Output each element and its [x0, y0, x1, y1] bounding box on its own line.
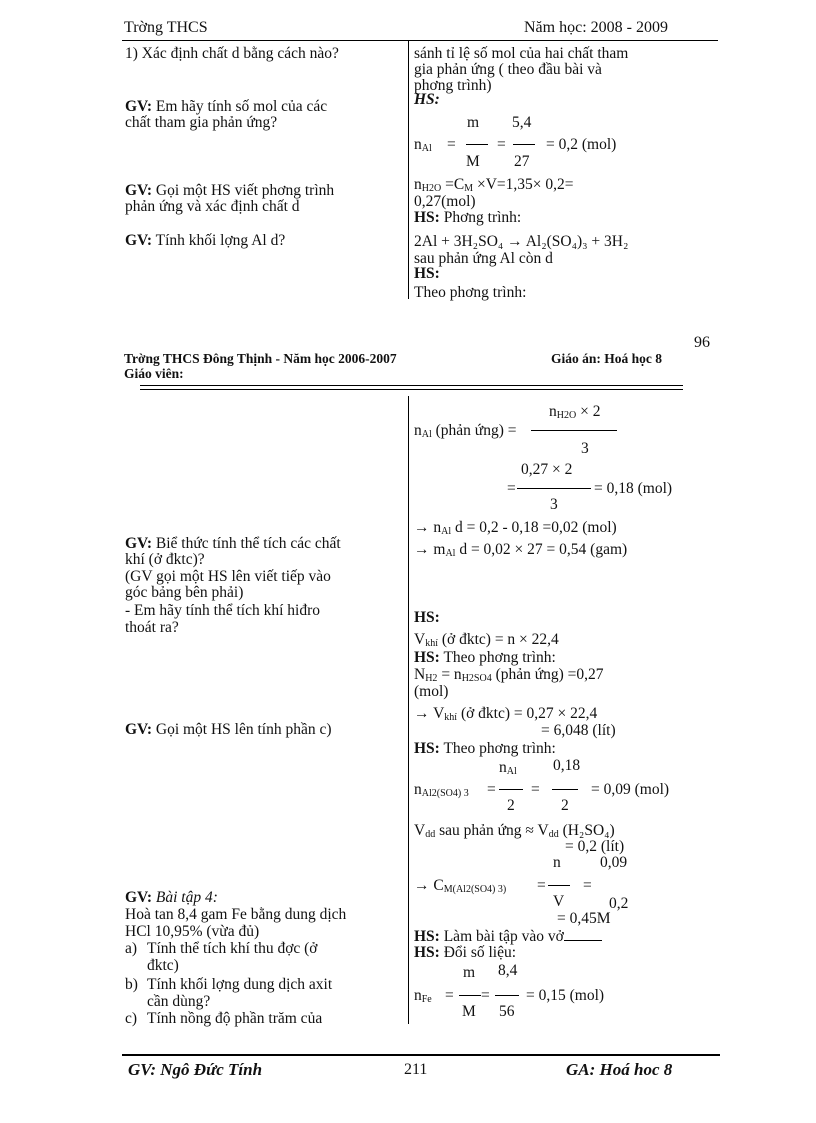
f5-eq2: =	[481, 987, 490, 1004]
page2-gv1-line5: - Em hãy tính thể tích khí hiđro	[125, 602, 321, 619]
gv-label: GV:	[125, 98, 152, 115]
vkhi2-text: (ở đktc) = 0,27 × 22,4	[457, 705, 598, 722]
al-sub: Al	[441, 526, 452, 537]
page1-hs-2	[414, 210, 521, 225]
footer-right: GA: Hoá hoc 8	[566, 1060, 673, 1079]
task-c-line1: Tính nồng độ phần trăm của	[147, 1010, 323, 1027]
lhs-text: (phản ứng) =	[431, 422, 517, 439]
f4-lhs	[414, 878, 506, 893]
mol-unit: (mol)	[414, 683, 449, 700]
al-sub: Al	[421, 143, 432, 154]
task-a-line1: Tính thể tích khí thu đợc (ở	[147, 940, 318, 957]
f5-result: = 0,15 (mol)	[526, 987, 605, 1004]
f4-num2: 0,09	[600, 854, 628, 871]
v-khi-formula	[414, 632, 559, 647]
page1-gv1	[125, 99, 327, 114]
n-text: N	[414, 666, 426, 683]
task-b-line2: cần dùng?	[147, 993, 211, 1010]
f3-lhs	[414, 782, 469, 797]
hs-label: HS:	[414, 928, 440, 945]
n-text: n	[414, 136, 422, 153]
page2-gv1-line2: khí (ở đktc)?	[125, 551, 205, 568]
f4-result: = 0,45M	[557, 910, 611, 927]
footer-page-number: 211	[404, 1061, 428, 1078]
v-khi-calc	[414, 706, 597, 721]
v-text: V	[414, 822, 426, 839]
page2-gv1-line3: (GV gọi một HS lên viết tiếp vào	[125, 568, 331, 585]
blank-line	[564, 930, 602, 941]
f4-eq: =	[537, 877, 546, 894]
page2-header-rule-1	[140, 385, 683, 386]
page1-right-line1: sánh tỉ lệ số mol của hai chất tham	[414, 45, 629, 62]
al-sub: Al	[506, 766, 517, 777]
n-text: n	[414, 781, 422, 798]
h2so4-sub: H2SO4	[461, 673, 492, 684]
f1-lhs	[414, 423, 516, 438]
page1-hs-3: HS:	[414, 265, 440, 282]
f2-result: = 0,18 (mol)	[594, 480, 673, 497]
f3-num2: 0,18	[553, 757, 581, 774]
page2-hs-2	[414, 650, 556, 665]
f5-den1: M	[462, 1003, 476, 1020]
page1-header-left: Trờng THCS	[124, 19, 208, 36]
page2-hs-5	[414, 945, 516, 960]
frac-den-M: M	[466, 153, 480, 170]
page2-header-sub: Giáo viên:	[124, 366, 184, 381]
task-line-1: Hoà tan 8,4 gam Fe bằng dung dịch	[125, 906, 347, 923]
footer-rule	[122, 1054, 720, 1056]
calc-text: ×V=1,35× 0,2=	[473, 176, 574, 193]
arrow-v: → V	[414, 705, 445, 722]
page1-page-number: 96	[694, 334, 710, 351]
fraction-bar	[517, 488, 591, 489]
n-h2o-result: 0,27(mol)	[414, 193, 476, 210]
n-text: n	[549, 403, 557, 420]
f4-den2: 0,2	[609, 895, 629, 912]
khi-sub: khí	[444, 712, 458, 723]
hs-label: HS:	[414, 740, 440, 757]
exercise-title: Bài tập 4:	[152, 889, 218, 906]
fraction-bar	[495, 995, 519, 996]
vdd-text: sau phản ứng ≈ V	[435, 822, 549, 839]
hs-text: Theo phơng trình:	[439, 740, 556, 757]
page2-hs-1: HS:	[414, 609, 440, 626]
f1-numerator	[549, 404, 600, 419]
gv-label: GV:	[125, 232, 152, 249]
hs-text: Đổi số liệu:	[439, 944, 517, 961]
v-dd-line	[414, 823, 615, 838]
f5-num1: m	[463, 964, 476, 981]
hs-text: Phơng trình:	[439, 209, 522, 226]
task-a-line2: đktc)	[147, 957, 179, 974]
page1-hs-label-1: HS:	[414, 91, 440, 108]
n-text: n	[414, 176, 422, 193]
gv3-text: Tính khối lợng Al d?	[152, 232, 286, 249]
gv-text: Gọi một HS lên tính phần c)	[152, 721, 332, 738]
dd-sub: dd	[548, 829, 559, 840]
f4-den1: V	[553, 893, 565, 910]
page1-gv3	[125, 233, 285, 248]
h2-sub: H2	[425, 673, 438, 684]
page1-column-divider	[408, 41, 409, 299]
frac-num-5-4: 5,4	[512, 114, 532, 131]
f2-denominator: 3	[550, 496, 558, 513]
v-text: V	[414, 631, 426, 648]
page2-hs-3	[414, 741, 556, 756]
vkhi-text: (ở đktc) = n × 22,4	[437, 631, 559, 648]
f3-num1	[499, 760, 517, 775]
al2so43-sub: Al2(SO4) 3	[421, 788, 469, 799]
n-text: n	[414, 422, 422, 439]
task-b-line1: Tính khối lợng dung dịch axit	[147, 976, 333, 993]
f4-num1: n	[553, 854, 561, 871]
page2-gv1-line6: thoát ra?	[125, 619, 179, 636]
arrow-n: → n	[414, 519, 442, 536]
hs-label: HS:	[414, 944, 440, 961]
fraction-bar	[459, 995, 481, 996]
page2-column-divider	[408, 396, 409, 1024]
gv2-text: Gọi một HS viết phơng trình	[152, 182, 335, 199]
eq-n: = n	[437, 666, 462, 683]
page1-gv2-line2: phản ứng và xác định chất d	[125, 198, 300, 215]
gv-label: GV:	[125, 182, 152, 199]
m-sub: M	[464, 183, 474, 194]
n-al-d	[414, 520, 617, 535]
f3-result: = 0,09 (mol)	[591, 781, 670, 798]
n-h2-line	[414, 667, 604, 682]
page2-header-right: Giáo án: Hoá học 8	[551, 351, 663, 366]
page2-gv1	[125, 536, 341, 551]
page1-header-rule	[122, 40, 718, 41]
reaction-equation: 2Al + 3H₂SO₄ → Al₂(SO₄)₃ + 3H₂	[414, 233, 629, 250]
fraction-bar	[548, 885, 570, 886]
gv-label: GV:	[125, 535, 152, 552]
f5-lhs	[414, 988, 432, 1003]
page1-right-line2: gia phản ứng ( theo đầu bài và	[414, 61, 602, 78]
n-al-result: = 0,2 (mol)	[546, 136, 617, 153]
gv1-text: Em hãy tính số mol của các	[152, 98, 328, 115]
f1-denominator: 3	[581, 440, 589, 457]
frac-num-m: m	[467, 114, 480, 131]
page2-gv2	[125, 722, 332, 737]
f3-den2: 2	[561, 797, 569, 814]
equals-2: =	[497, 136, 506, 153]
page2-gv3	[125, 890, 218, 905]
frac-den-27: 27	[514, 153, 530, 170]
f3-eq2: =	[531, 781, 540, 798]
fraction-bar	[513, 144, 535, 145]
task-line-2: HCl 10,95% (vừa đủ)	[125, 923, 260, 940]
gv-label: GV:	[125, 721, 152, 738]
page2-header-rule-2	[140, 389, 683, 390]
task-b-label: b)	[125, 976, 138, 993]
f4-eq2: =	[583, 877, 592, 894]
v-khi-result: = 6,048 (lít)	[541, 722, 616, 739]
page1-theo: Theo phơng trình:	[414, 284, 527, 301]
al-sub: Al	[445, 548, 456, 559]
f3-eq: =	[487, 781, 496, 798]
h2o-sub: H2O	[556, 410, 577, 421]
f5-num2: 8,4	[498, 962, 518, 979]
task-a-label: a)	[125, 940, 138, 957]
page1-gv1-line2: chất tham gia phản ứng?	[125, 114, 278, 131]
footer-left: GV: Ngô Đức Tính	[128, 1060, 263, 1079]
n-h2o-line	[414, 177, 574, 192]
fraction-bar	[466, 144, 488, 145]
hs-text: Làm bài tập vào vở	[439, 928, 564, 945]
arrow-m: → m	[414, 541, 446, 558]
arrow-c: → C	[414, 877, 444, 894]
page1-right-line3: phơng trình)	[414, 77, 492, 94]
f5-den2: 56	[499, 1003, 515, 1020]
fraction-bar	[552, 789, 578, 790]
al-sub: Al	[421, 429, 432, 440]
cm-sub: M(Al2(SO4) 3)	[443, 884, 507, 895]
n-al-label	[414, 137, 432, 152]
equals-1: =	[447, 136, 456, 153]
after-reaction: sau phản ứng Al còn d	[414, 250, 553, 267]
gv-label: GV:	[125, 889, 152, 906]
page1-header-right: Năm học: 2008 - 2009	[524, 19, 668, 36]
fraction-bar	[499, 789, 523, 790]
m-al-d	[414, 542, 627, 557]
nh2-rest: (phản ứng) =0,27	[491, 666, 604, 683]
nald-text: d = 0,2 - 0,18 =0,02 (mol)	[451, 519, 617, 536]
fe-sub: Fe	[421, 994, 432, 1005]
page2-hs-4	[414, 929, 602, 944]
hs-text: Theo phơng trình:	[439, 649, 556, 666]
vdd-text2: (H₂SO₄)	[558, 822, 615, 839]
task-c-label: c)	[125, 1010, 138, 1027]
dd-sub: dd	[425, 829, 436, 840]
f2-numerator: 0,27 × 2	[521, 461, 573, 478]
h2o-sub: H2O	[421, 183, 442, 194]
cm-text: =C	[441, 176, 465, 193]
page2-header-left: Trờng THCS Đông Thịnh - Năm học 2006-2007	[124, 351, 397, 366]
n-text: n	[414, 987, 422, 1004]
f3-den1: 2	[507, 797, 515, 814]
times-2: × 2	[576, 403, 601, 420]
hs-label: HS:	[414, 649, 440, 666]
hs-label: HS:	[414, 209, 440, 226]
n-text: n	[499, 759, 507, 776]
page2-gv1-line4: góc bảng bên phải)	[125, 584, 244, 601]
page1-question-1: 1) Xác định chất d bằng cách nào?	[125, 45, 339, 62]
gv-text: Biể thức tính thể tích các chất	[152, 535, 341, 552]
page1-gv2	[125, 183, 334, 198]
f2-equals: =	[507, 480, 516, 497]
v-dd-result: = 0,2 (lít)	[565, 838, 625, 855]
fraction-bar	[531, 430, 617, 431]
f5-eq: =	[445, 987, 454, 1004]
mald-text: d = 0,02 × 27 = 0,54 (gam)	[455, 541, 628, 558]
khi-sub: khí	[425, 638, 438, 649]
